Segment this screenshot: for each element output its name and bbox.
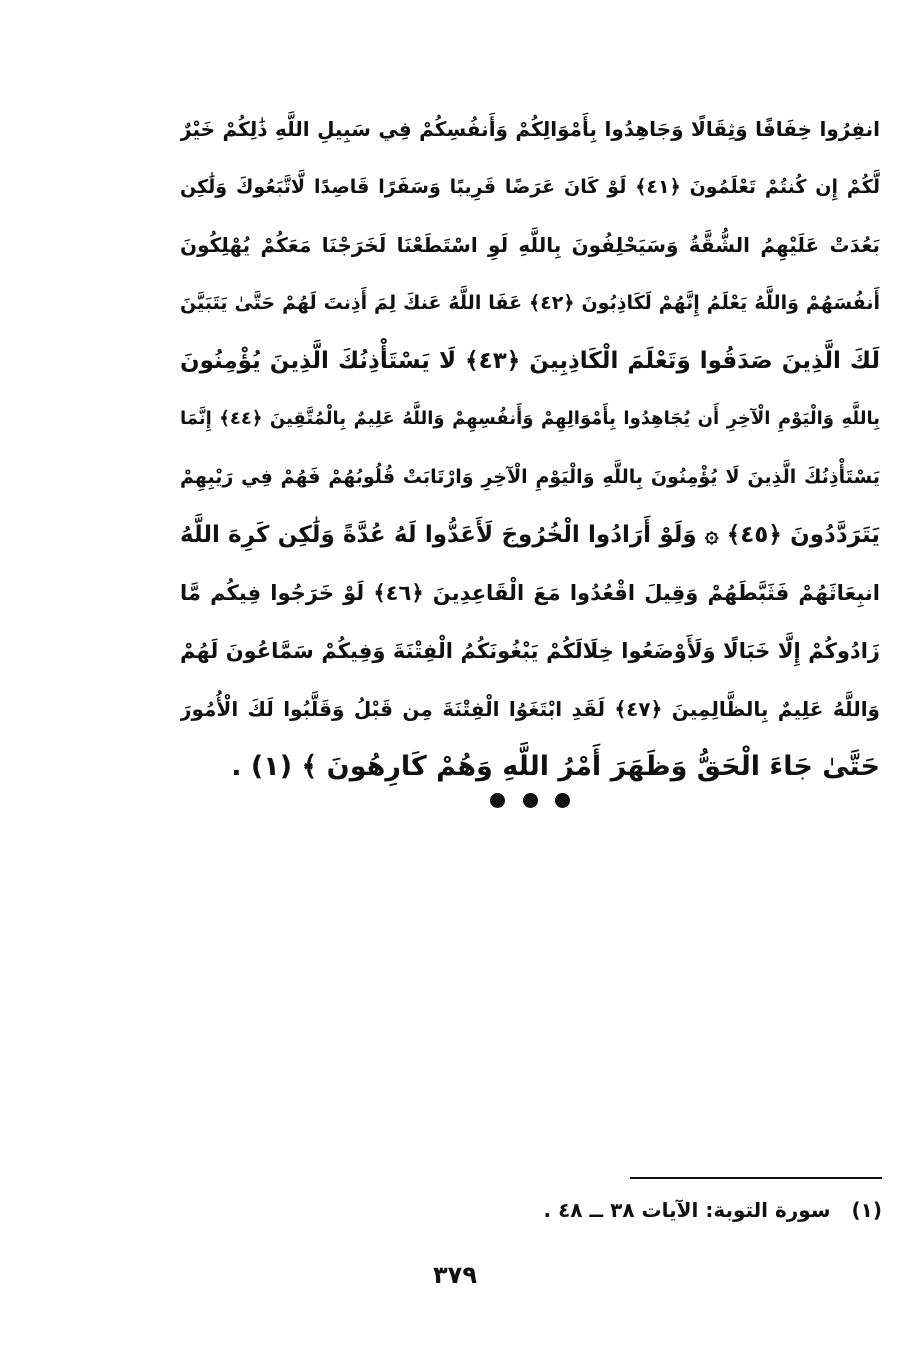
- quran-text-block: [180, 100, 880, 796]
- verse-line-11: وَاللَّهُ عَلِيمٌ بِالظَّالِمِينَ ﴿٤٧﴾ لَقَدِ ابْتَغَوُا الْفِتْنَةَ مِن قَبْلُ وَقَلَّبُوا لَكَ الْأُمُورَ: [180, 697, 880, 721]
- verse-line-9: انبِعَاثَهُمْ فَثَبَّطَهُمْ وَقِيلَ اقْعُدُوا مَعَ الْقَاعِدِينَ ﴿٤٦﴾ لَوْ خَرَجُوا فِيكُم مَّا: [180, 581, 880, 605]
- footnote-text: سورة التوبة: الآيات ٣٨ ــ ٤٨ .: [543, 1198, 831, 1222]
- footnote: [400, 1190, 882, 1230]
- separator-dot-icon: [523, 793, 538, 808]
- separator-dot-icon: [490, 793, 505, 808]
- verse-line-2: لَّكُمْ إِن كُنتُمْ تَعْلَمُونَ ﴿٤١﴾ لَوْ كَانَ عَرَضًا قَرِيبًا وَسَفَرًا قَاصِدًا لَّاتَّبَعُوكَ وَلَٰكِن: [180, 176, 880, 198]
- verse-line-6: بِاللَّهِ وَالْيَوْمِ الْآخِرِ أَن يُجَاهِدُوا بِأَمْوَالِهِمْ وَأَنفُسِهِمْ وَاللَّهُ عَلِيمٌ بِالْمُتَّقِينَ ﴿٤٤﴾ إِنَّمَا: [180, 408, 880, 429]
- verse-line-3: بَعُدَتْ عَلَيْهِمُ الشُّقَّةُ وَسَيَحْلِفُونَ بِاللَّهِ لَوِ اسْتَطَعْنَا لَخَرَجْنَا مَعَكُمْ يُهْلِكُونَ: [180, 233, 880, 257]
- verse-line-4: أَنفُسَهُمْ وَاللَّهُ يَعْلَمُ إِنَّهُمْ لَكَاذِبُونَ ﴿٤٢﴾ عَفَا اللَّهُ عَنكَ لِمَ أَذِنتَ لَهُمْ حَتَّىٰ يَتَبَيَّنَ: [180, 292, 880, 314]
- separator-dot-icon: [555, 793, 570, 808]
- verse-line-5: لَكَ الَّذِينَ صَدَقُوا وَتَعْلَمَ الْكَاذِبِينَ ﴿٤٣﴾ لَا يَسْتَأْذِنُكَ الَّذِينَ يُؤْمِنُونَ: [180, 348, 880, 374]
- verse-line-1: انفِرُوا خِفَافًا وَثِقَالًا وَجَاهِدُوا بِأَمْوَالِكُمْ وَأَنفُسِكُمْ فِي سَبِيلِ اللَّهِ ذَٰلِكُمْ خَيْرٌ: [180, 117, 880, 141]
- verse-line-12: حَتَّىٰ جَاءَ الْحَقُّ وَظَهَرَ أَمْرُ اللَّهِ وَهُمْ كَارِهُونَ ﴾ (١) .: [231, 751, 880, 782]
- footnote-divider: [630, 1177, 882, 1179]
- verse-line-7: يَسْتَأْذِنُكَ الَّذِينَ لَا يُؤْمِنُونَ بِاللَّهِ وَالْيَوْمِ الْآخِرِ وَارْتَابَتْ قُلُوبُهُمْ فَهُمْ فِي رَيْبِهِمْ: [180, 466, 880, 488]
- verse-line-8: يَتَرَدَّدُونَ ﴿٤٥﴾ ۞ وَلَوْ أَرَادُوا الْخُرُوجَ لَأَعَدُّوا لَهُ عُدَّةً وَلَٰكِن كَرِهَ اللَّهُ: [180, 522, 880, 548]
- footnote-number: (١): [851, 1198, 882, 1222]
- section-separator: [490, 790, 570, 810]
- page-number: ٣٧٩: [433, 1261, 477, 1289]
- verse-line-10: زَادُوكُمْ إِلَّا خَبَالًا وَلَأَوْضَعُوا خِلَالَكُمْ يَبْغُونَكُمُ الْفِتْنَةَ وَفِيكُمْ سَمَّاعُونَ لَهُمْ: [180, 639, 880, 663]
